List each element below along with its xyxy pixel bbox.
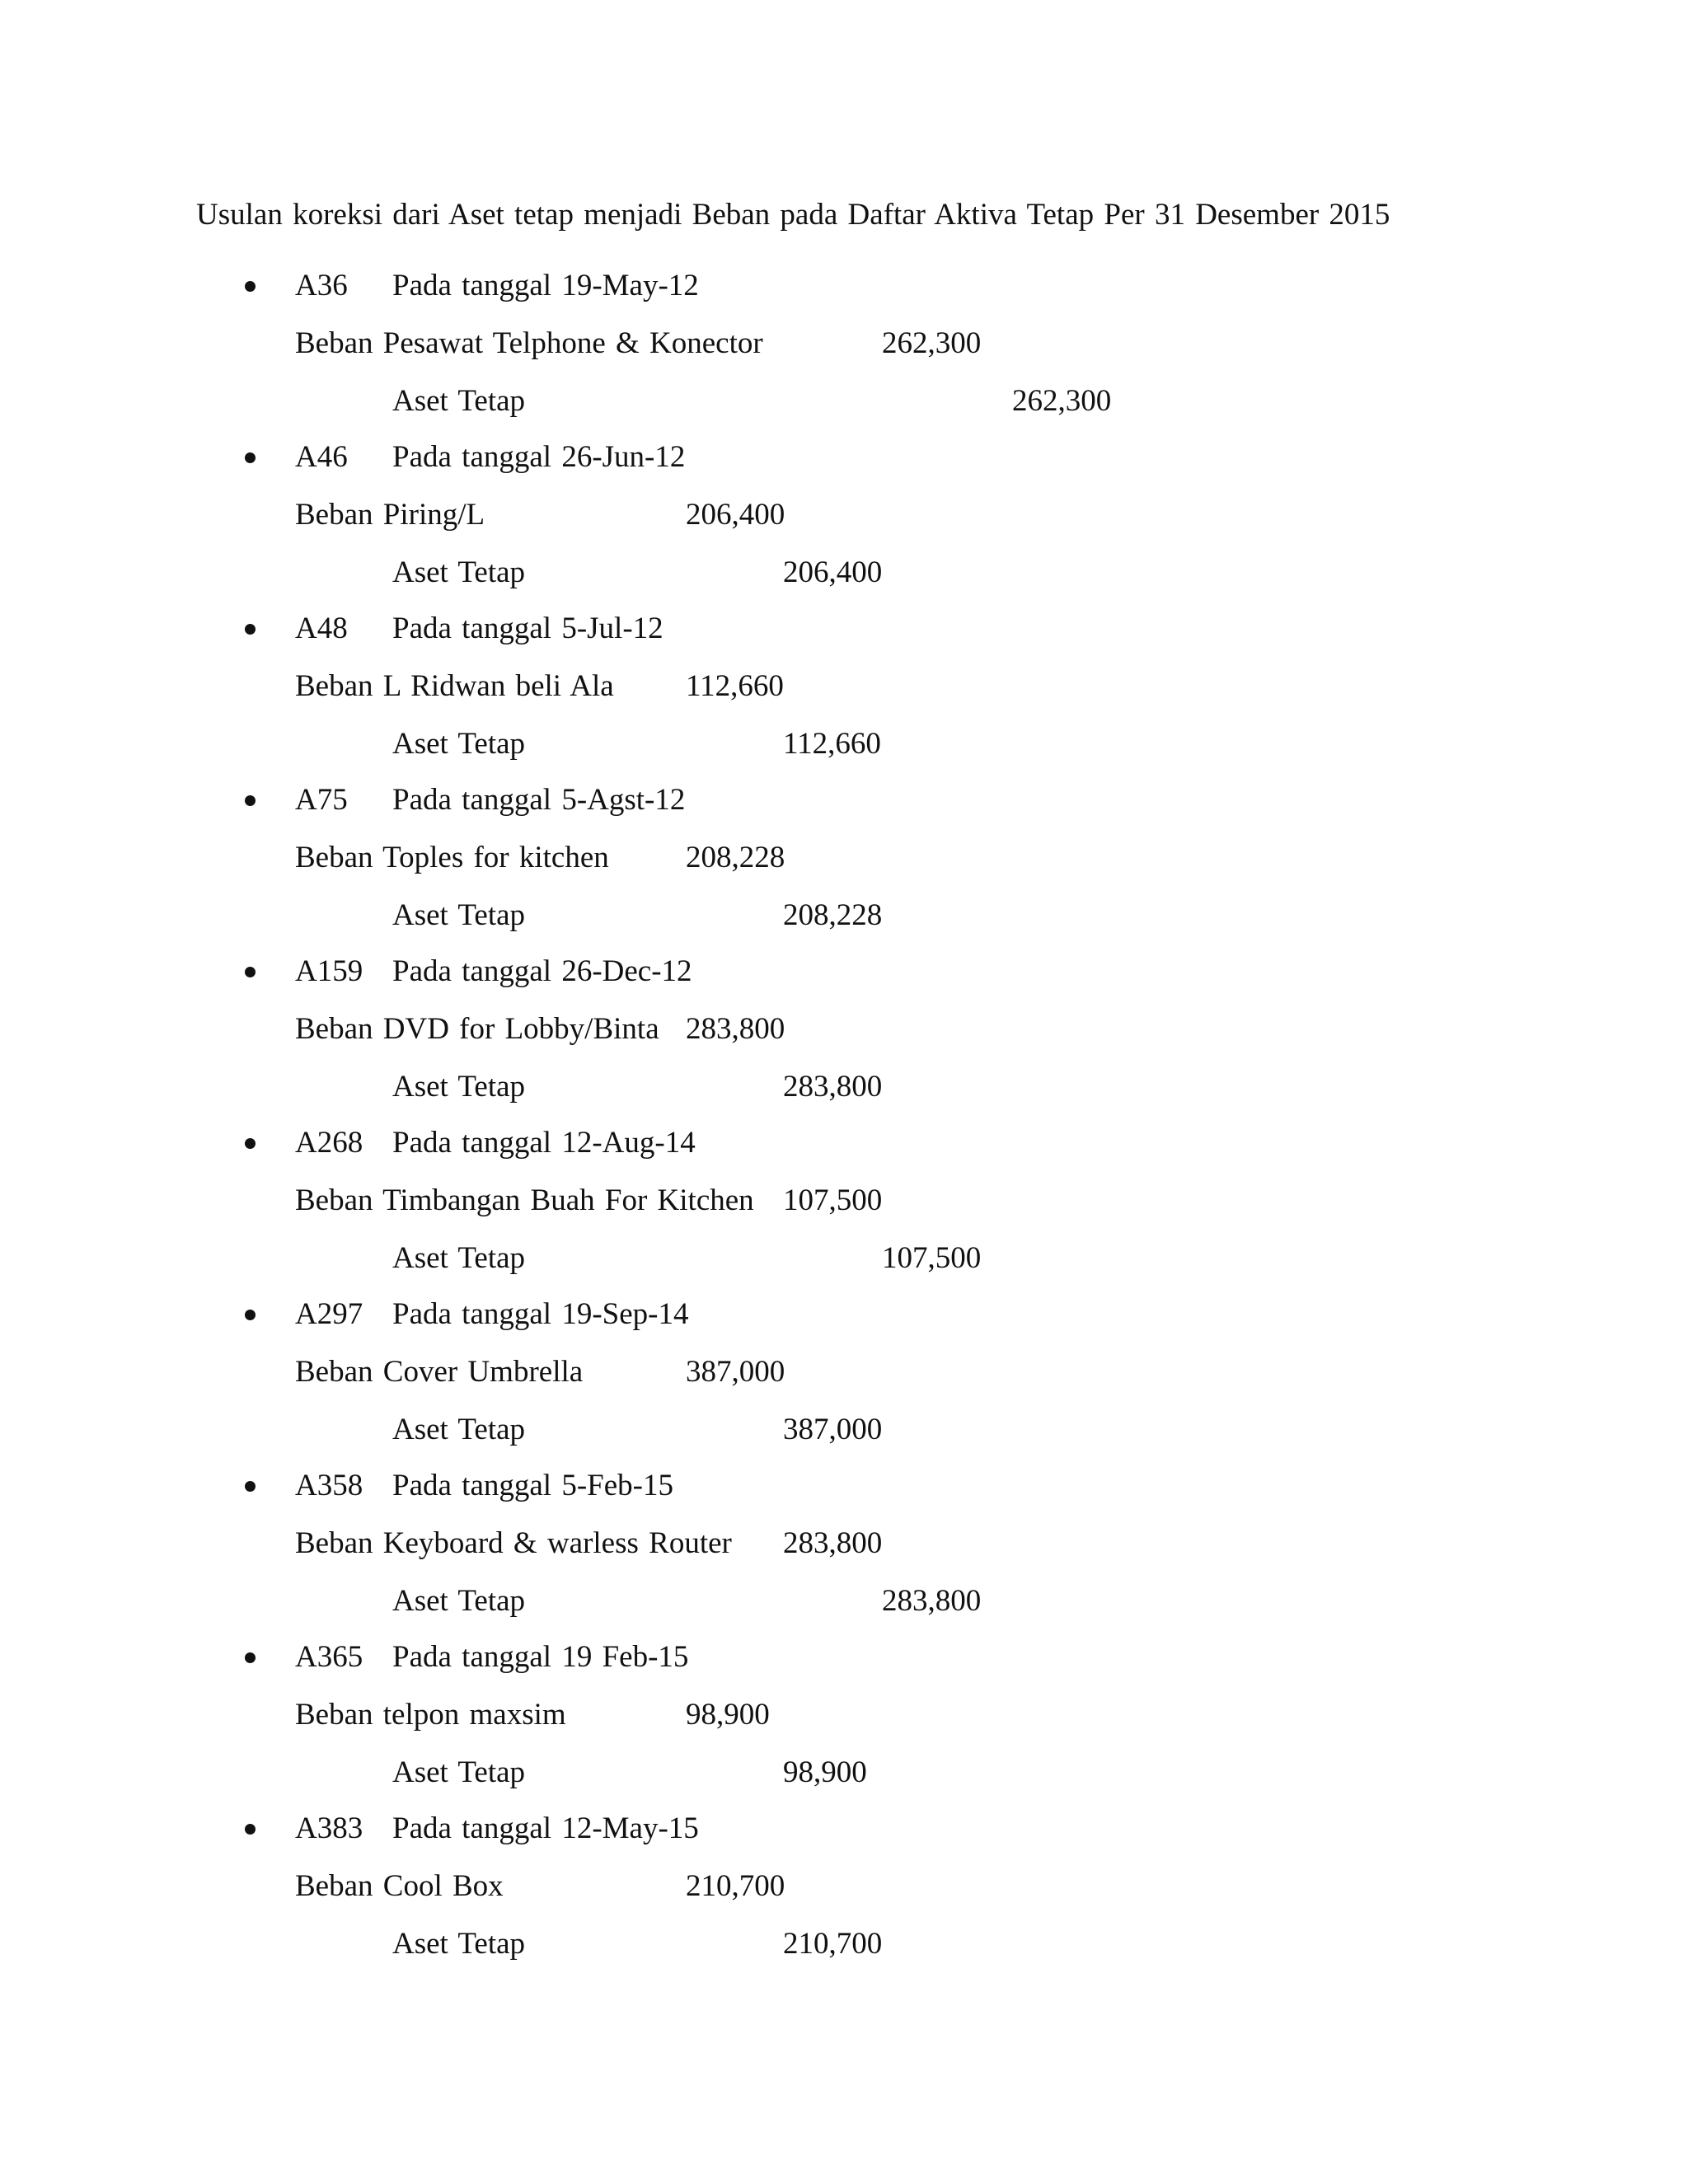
entry-date: Pada tanggal 19-Sep-14 [392,1297,689,1331]
bullet-icon [245,624,256,635]
debit-account: Beban Piring/L [295,498,485,532]
entry-date: Pada tanggal 5-Feb-15 [392,1469,673,1502]
credit-account: Aset Tetap [392,555,526,589]
credit-account: Aset Tetap [392,1927,526,1961]
debit-amount: 112,660 [686,669,784,703]
credit-amount: 208,228 [783,898,883,932]
bullet-icon [245,452,256,463]
journal-entry [0,602,1688,775]
asset-code: A36 [295,269,348,302]
journal-entry [0,1630,1688,1803]
debit-amount: 283,800 [686,1012,785,1046]
credit-account: Aset Tetap [392,727,526,761]
entry-date: Pada tanggal 26-Dec-12 [392,954,692,988]
debit-amount: 387,000 [686,1355,785,1389]
entry-date: Pada tanggal 12-Aug-14 [392,1126,696,1160]
debit-account: Beban Cool Box [295,1869,504,1903]
entry-date: Pada tanggal 12-May-15 [392,1811,699,1845]
credit-amount: 387,000 [783,1413,883,1446]
credit-amount: 283,800 [783,1070,883,1104]
debit-account: Beban L Ridwan beli Ala [295,669,614,703]
entry-date: Pada tanggal 19 Feb-15 [392,1640,689,1674]
asset-code: A297 [295,1297,363,1331]
asset-code: A46 [295,440,348,474]
debit-account: Beban DVD for Lobby/Binta [295,1012,659,1046]
bullet-icon [245,1310,256,1320]
document-title: Usulan koreksi dari Aset tetap menjadi Beban pada Daftar Aktiva Tetap Per 31 Desember 2015 [196,198,1390,232]
credit-amount: 206,400 [783,555,883,589]
debit-amount: 262,300 [882,326,982,360]
entry-date: Pada tanggal 5-Agst-12 [392,783,686,817]
journal-entry [0,259,1688,432]
debit-account: Beban Pesawat Telphone & Konector [295,326,763,360]
journal-entry [0,944,1688,1118]
credit-account: Aset Tetap [392,384,526,418]
debit-account: Beban Timbangan Buah For Kitchen [295,1183,754,1217]
bullet-icon [245,795,256,806]
credit-amount: 283,800 [882,1584,982,1618]
asset-code: A159 [295,954,363,988]
journal-entry [0,1459,1688,1632]
credit-amount: 98,900 [783,1755,867,1789]
journal-entry [0,430,1688,603]
credit-account: Aset Tetap [392,1070,526,1104]
debit-amount: 206,400 [686,498,785,532]
entry-date: Pada tanggal 5-Jul-12 [392,612,663,645]
debit-account: Beban Cover Umbrella [295,1355,584,1389]
bullet-icon [245,1138,256,1149]
credit-amount: 262,300 [1012,384,1112,418]
bullet-icon [245,281,256,292]
asset-code: A268 [295,1126,363,1160]
credit-amount: 107,500 [882,1241,982,1275]
debit-amount: 210,700 [686,1869,785,1903]
journal-entry [0,1116,1688,1289]
debit-amount: 107,500 [783,1183,883,1217]
credit-account: Aset Tetap [392,898,526,932]
bullet-icon [245,1481,256,1492]
entry-date: Pada tanggal 26-Jun-12 [392,440,686,474]
credit-account: Aset Tetap [392,1241,526,1275]
journal-entry [0,1802,1688,1975]
journal-entry [0,773,1688,946]
asset-code: A48 [295,612,348,645]
bullet-icon [245,1824,256,1835]
credit-account: Aset Tetap [392,1755,526,1789]
credit-account: Aset Tetap [392,1584,526,1618]
debit-account: Beban Toples for kitchen [295,841,609,874]
entry-date: Pada tanggal 19-May-12 [392,269,699,302]
bullet-icon [245,1652,256,1663]
debit-account: Beban Keyboard & warless Router [295,1526,732,1560]
bullet-icon [245,967,256,977]
credit-account: Aset Tetap [392,1413,526,1446]
debit-amount: 283,800 [783,1526,883,1560]
asset-code: A365 [295,1640,363,1674]
journal-entry [0,1287,1688,1460]
credit-amount: 210,700 [783,1927,883,1961]
debit-account: Beban telpon maxsim [295,1698,566,1732]
asset-code: A75 [295,783,348,817]
debit-amount: 208,228 [686,841,785,874]
asset-code: A383 [295,1811,363,1845]
debit-amount: 98,900 [686,1698,770,1732]
asset-code: A358 [295,1469,363,1502]
credit-amount: 112,660 [783,727,881,761]
